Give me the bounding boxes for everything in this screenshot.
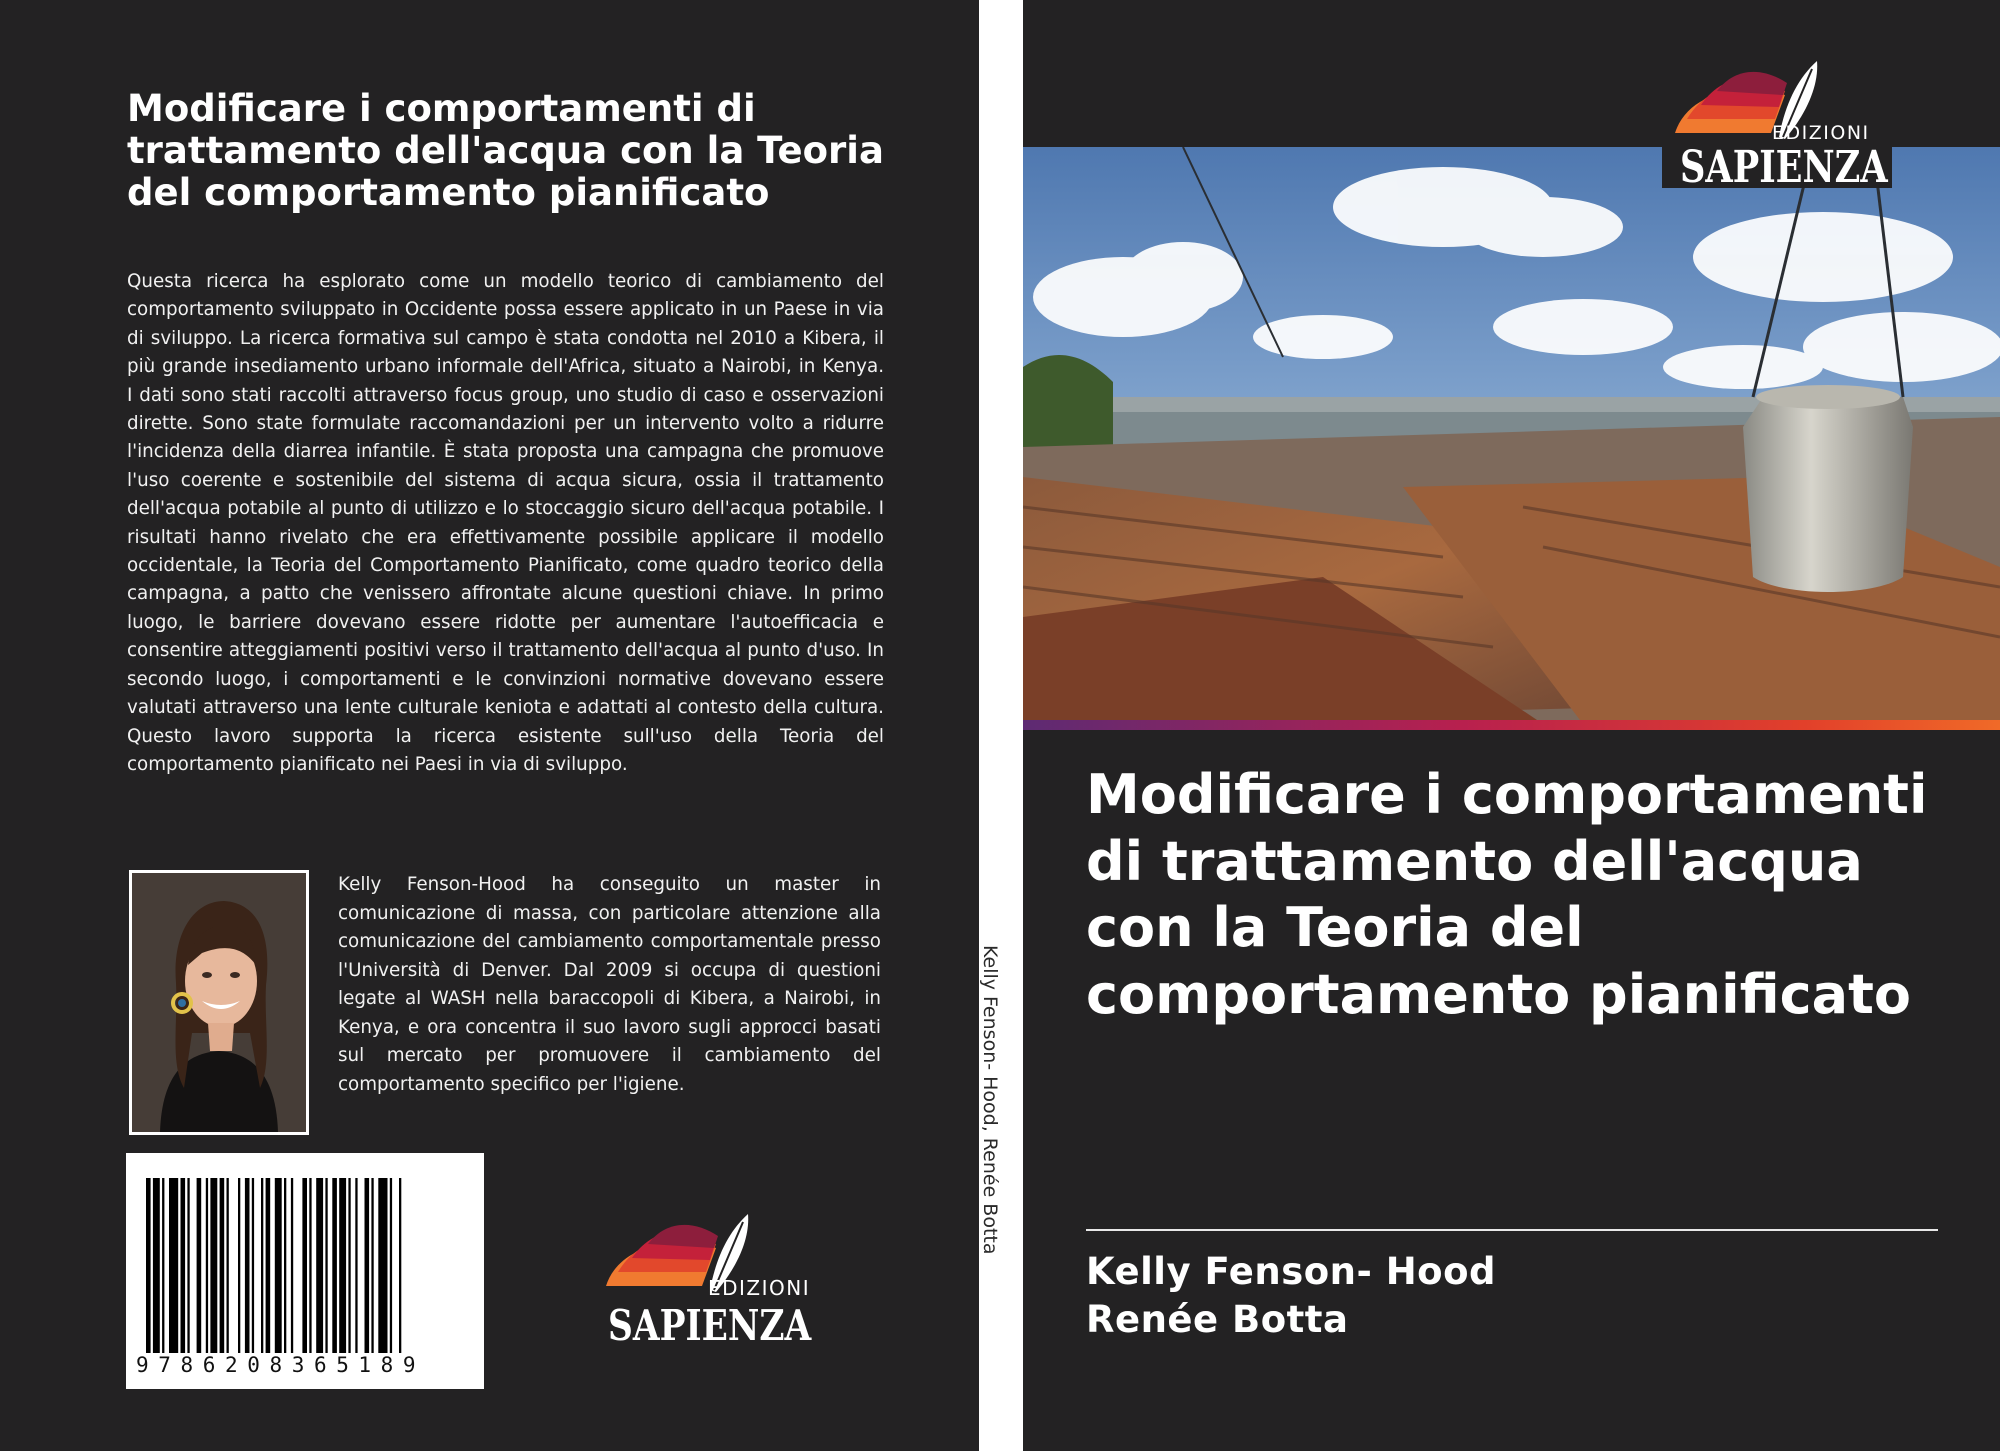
barcode-bar [169,1178,178,1353]
barcode-bar [187,1178,189,1353]
back-cover-blurb: Questa ricerca ha esplorato come un modello teorico di cambiamento del comportamento sviluppato in Occidente possa essere applicato in un Paese in via di sviluppo. La ricerca formativa sul campo è stata condotta nel 2010 a Kibera, il più grande insediamento urbano informale dell'Africa, situato a Nairobi, in Kenya. I dati sono stati raccolti attraverso focus group, uno studio di caso e osservazioni dirette. Sono state formulate raccomandazioni per un intervento volto a ridurre l'incidenza della diarrea infantile. È stata proposta una campagna che promuove l'uso coerente e sostenibile del sistema di acqua sicura, ossia il trattamento dell'acqua potabile al punto di utilizzo e lo stoccaggio sicuro dell'acqua potabile. I risultati hanno rivelato che era effettivamente possibile applicare il modello occidentale, la Teoria del Comportamento Pianificato, come quadro teorico della campagna, a patto che venissero affrontate alcune questioni chiave. In primo luogo, le barriere dovevano essere ridotte per aumentare l'autoefficacia e consentire atteggiamenti positivi verso il trattamento dell'acqua al punto d'uso. In secondo luogo, i comportamenti e le convinzioni normative dovevano essere valutati attraverso una lente culturale keniota e adattati al contesto della cultura. Questo lavoro supporta la ricerca esistente sull'uso della Teoria del comportamento pianificato nei Paesi in via di sviluppo. [127,271,884,775]
publisher-name: SAPIENZA [1680,142,1888,193]
isbn-barcode [126,1153,484,1389]
barcode-bar [378,1178,387,1353]
author-bio: Kelly Fenson-Hood ha conseguito un master in comunicazione di massa, con particolare attenzione alla comunicazione del cambiamento comportamentale presso l'Università di Denver. Dal 2009 si occupa di questioni legate al WASH nella baraccopoli di Kibera, a Nairobi, in Kenya, e ora concentra il suo lavoro sugli approcci basati sul mercato per promuovere il cambiamento del comportamento specifico per l'igiene. [338,874,881,1095]
back-cover-title: Modificare i comportamenti di trattamento dell'acqua con la Teoria del comportamento pianificato [127,87,884,214]
publisher-edizioni-label: EDIZIONI [1772,122,1870,144]
barcode-bar [197,1178,202,1353]
barcode-bar [291,1178,293,1353]
barcode-bar [275,1178,282,1353]
title-divider [1086,1229,1938,1231]
barcode-bar [284,1178,286,1353]
barcode-bar [220,1178,225,1353]
publisher-logo-back [598,1208,818,1348]
barcode-bar [390,1178,392,1353]
barcode-bar [261,1178,263,1353]
barcode-bar [309,1178,311,1353]
barcode-bar [252,1178,254,1353]
publisher-logo-front [1662,55,1892,193]
barcode-bar [153,1178,160,1353]
barcode-bar [227,1178,229,1353]
barcode-bar [210,1178,217,1353]
barcode-bars [146,1178,464,1353]
isbn-digits: 9786208365189 [136,1353,426,1377]
barcode-bar [146,1178,151,1353]
barcode-bar [325,1178,327,1353]
barcode-bar [339,1178,346,1353]
barcode-bar [181,1178,186,1353]
cover-photo-kibera-rooftops [1023,147,2000,724]
barcode-bar [266,1178,271,1353]
barcode-bar [365,1178,370,1353]
front-cover-title: Modificare i comportamenti di trattamento dell'acqua con la Teoria del comportamento pianificato [1086,763,1928,1026]
barcode-bar [162,1178,164,1353]
author-name: Kelly Fenson- Hood [1086,1250,1497,1293]
barcode-bar [348,1178,350,1353]
barcode-bar [399,1178,401,1353]
barcode-bar [245,1178,250,1353]
spine-authors: Kelly Fenson- Hood, Renée Botta [979,945,1001,1255]
publisher-name: SAPIENZA [608,1301,812,1350]
barcode-bar [302,1178,307,1353]
cover-accent-strip [1023,720,2000,730]
barcode-bar [332,1178,337,1353]
author-name: Renée Botta [1086,1298,1349,1341]
barcode-bar [206,1178,208,1353]
barcode-bar [316,1178,323,1353]
barcode-bar [371,1178,373,1353]
publisher-edizioni-label: EDIZIONI [708,1276,811,1300]
barcode-bar [355,1178,357,1353]
author-photo [129,870,309,1135]
barcode-bar [238,1178,240,1353]
